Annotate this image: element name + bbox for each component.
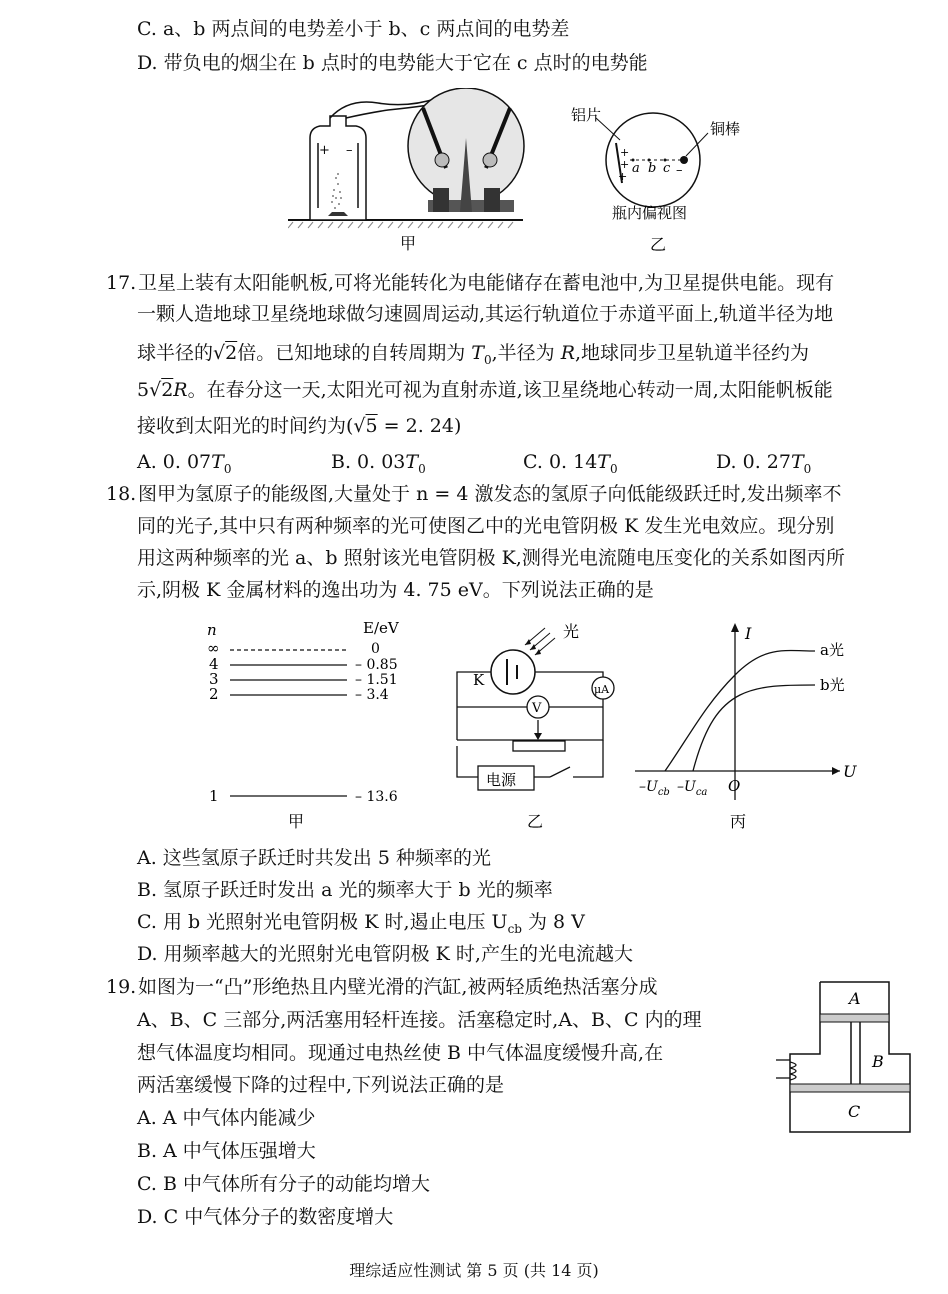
q16-option-d: D. 带负电的烟尘在 b 点时的电势能大于它在 c 点时的电势能 — [137, 52, 648, 74]
axis-I-label: I — [745, 624, 752, 643]
level-4-n: 4 — [209, 655, 219, 673]
svg-text:+: + — [618, 170, 628, 183]
q17-option-b: B. 0. $03T_0$ — [331, 451, 426, 476]
curve-a-label: a光 — [820, 641, 844, 659]
q19-line-2: A、B、C 三部分,两活塞用轻杆连接。活塞稳定时,A、B、C 内的理 — [137, 1009, 702, 1031]
level-inf-e: 0 — [371, 641, 380, 657]
level-inf-n: ∞ — [207, 639, 220, 657]
q17-option-a: A. 0. $07T_0$ — [137, 451, 232, 476]
q18-option-c: C. 用 b 光照射光电管阴极 K 时,遏止电压 $U_{cb}$ 为 8 V — [137, 911, 585, 936]
axis-U-label: U — [843, 762, 857, 781]
q16-point-a: a — [632, 161, 640, 176]
page-footer: 理综适应性测试 第 5 页 (共 14 页) — [349, 1261, 599, 1280]
label-B: B — [872, 1052, 884, 1071]
label-guang: 光 — [563, 622, 580, 641]
q18-line-2: 同的光子,其中只有两种频率的光可使图乙中的光电管阴极 K 发生光电效应。现分别 — [137, 515, 835, 537]
label-K: K — [473, 671, 485, 689]
label-A: A — [849, 989, 861, 1008]
q17-line-4: 5√2R。在春分这一天,太阳光可视为直射赤道,该卫星绕地心转动一周,太阳能帆板能 — [137, 379, 833, 401]
q18-fig-bing-label: 丙 — [730, 812, 747, 831]
level-3-e: – 1.51 — [355, 672, 398, 688]
q16-fig-jia-label: 甲 — [400, 234, 417, 253]
q16-point-b: b — [648, 161, 657, 176]
q18-option-b: B. 氢原子跃迁时发出 a 光的频率大于 b 光的频率 — [137, 879, 553, 901]
svg-text:–: – — [676, 163, 683, 178]
q19-option-d: D. C 中气体分子的数密度增大 — [137, 1206, 394, 1228]
q19-cylinder-figure — [772, 980, 922, 1135]
curve-b-label: b光 — [820, 676, 845, 694]
stop-voltage-b: $-U_{cb}$ — [639, 779, 670, 798]
q18-fig-yi-label: 乙 — [527, 812, 544, 831]
q18-figure — [195, 615, 875, 835]
q18-line-3: 用这两种频率的光 a、b 照射该光电管阴极 K,测得光电流随电压变化的关系如图丙所 — [137, 547, 845, 569]
svg-text:+: + — [620, 158, 630, 171]
q18-line-1: 18.图甲为氢原子的能级图,大量处于 n = 4 激发态的氢原子向低能级跃迁时,发出频率不 — [106, 483, 842, 505]
level-1-e: – 13.6 — [355, 789, 398, 805]
q16-option-c: C. a、b 两点间的电势差小于 b、c 两点间的电势差 — [137, 18, 570, 40]
q19-line-1: 19.如图为一“凸”形绝热且内壁光滑的汽缸,被两轻质绝热活塞分成 — [106, 976, 658, 998]
q16-fig-yi-label: 乙 — [650, 235, 667, 254]
q19-option-b: B. A 中气体压强增大 — [137, 1140, 316, 1162]
label-power-supply: 电源 — [486, 771, 517, 789]
q18-option-d: D. 用频率越大的光照射光电管阴极 K 时,产生的光电流越大 — [137, 943, 633, 965]
q19-line-4: 两活塞缓慢下降的过程中,下列说法正确的是 — [137, 1074, 505, 1096]
level-1-n: 1 — [209, 787, 219, 805]
q16-point-c: c — [663, 161, 671, 176]
svg-text:–: – — [346, 143, 353, 158]
svg-text:+: + — [319, 143, 330, 158]
q18-option-a: A. 这些氢原子跃迁时共发出 5 种频率的光 — [137, 847, 491, 869]
q19-line-3: 想气体温度均相同。现通过电热丝使 B 中气体温度缓慢升高,在 — [137, 1042, 664, 1064]
q19-option-c: C. B 中气体所有分子的动能均增大 — [137, 1173, 430, 1195]
label-microammeter: μA — [594, 683, 610, 696]
label-voltmeter: V — [532, 701, 542, 716]
q17-option-d: D. 0. $27T_0$ — [716, 451, 812, 476]
q18-line-4: 示,阴极 K 金属材料的逸出功为 4. 75 eV。下列说法正确的是 — [137, 579, 654, 601]
svg-text:+: + — [620, 146, 630, 159]
q16-label-tongbang: 铜棒 — [710, 120, 741, 138]
q16-label-lvpian: 铝片 — [571, 106, 602, 124]
q17-line-2: 一颗人造地球卫星绕地球做匀速圆周运动,其运行轨道位于赤道平面上,轨道半径为地 — [137, 303, 834, 325]
q17-line-3: 球半径的√2倍。已知地球的自转周期为 $T_0$,半径为 R,地球同步卫星轨道半径约为 — [137, 342, 810, 367]
q16-figure — [288, 88, 748, 258]
label-C: C — [848, 1102, 861, 1121]
origin-label: O — [728, 777, 741, 795]
q19-option-a: A. A 中气体内能减少 — [137, 1107, 316, 1129]
level-3-n: 3 — [209, 670, 219, 688]
q16-label-view: 瓶内偏视图 — [612, 204, 688, 222]
axis-n-label: n — [207, 621, 217, 639]
level-2-n: 2 — [209, 685, 219, 703]
q17-option-c: C. 0. $14T_0$ — [523, 451, 618, 476]
stop-voltage-a: $-U_{ca}$ — [677, 779, 708, 798]
axis-e-label: E/eV — [363, 619, 399, 637]
q17-line-1: 17.卫星上装有太阳能帆板,可将光能转化为电能储存在蓄电池中,为卫星提供电能。现有 — [106, 272, 835, 294]
q18-fig-jia-label: 甲 — [288, 812, 305, 831]
level-2-e: – 3.4 — [355, 687, 389, 703]
q17-line-5: 接收到太阳光的时间约为(√5 = 2. 24) — [137, 415, 462, 437]
level-4-e: – 0.85 — [355, 657, 398, 673]
